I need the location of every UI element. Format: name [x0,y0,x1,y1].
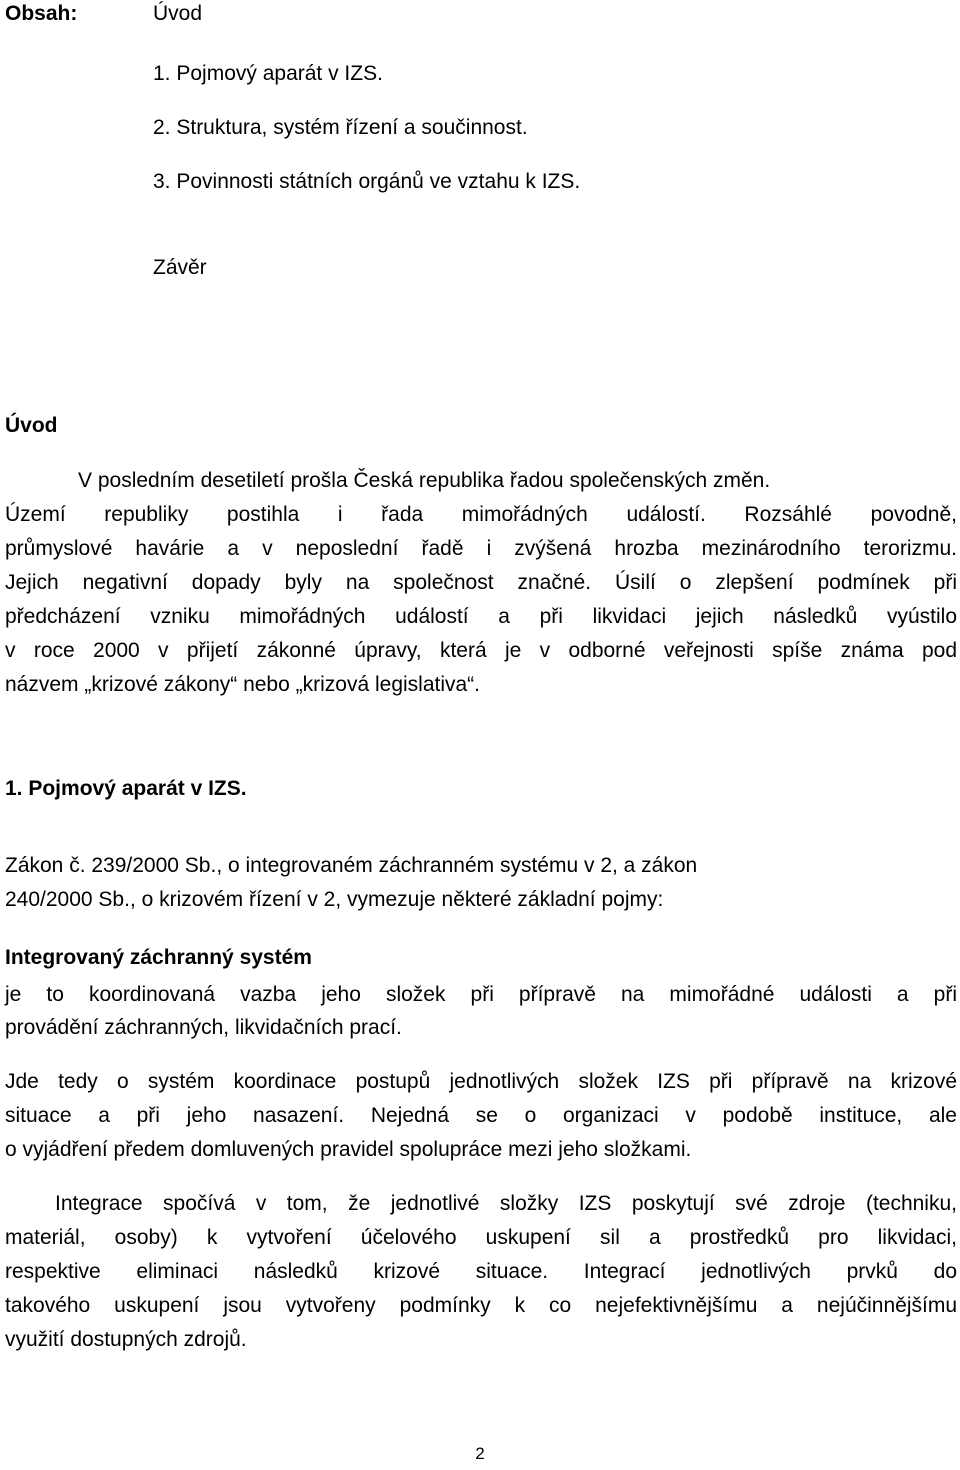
def-line-1: je to koordinovaná vazba jeho složek při přípravě na mimořádné události a při [5,983,957,1006]
intro-line-5: předcházení vzniku mimořádných událostí a při likvidaci jejich následků vyústilo [5,605,957,628]
integration-line-5: využití dostupných zdrojů. [5,1328,247,1351]
toc-item-conclusion: Závěr [153,256,207,279]
law-line-1: Zákon č. 239/2000 Sb., o integrovaném záchranném systému v 2, a zákon [5,854,698,877]
intro-line-6: v roce 2000 v přijetí zákonné úpravy, která je v odborné veřejnosti spíše známa pod [5,639,957,662]
intro-line-7: názvem „krizové zákony“ nebo „krizová legislativa“. [5,673,481,696]
integration-line-4: takového uskupení jsou vytvořeny podmínky k co nejefektivnějšímu a nejúčinnějšímu [5,1294,957,1317]
intro-line-1: V posledním desetiletí prošla Česká republika řadou společenských změn. [78,469,771,492]
toc-item-intro: Úvod [153,2,203,25]
integration-line-2: materiál, osoby) k vytvoření účelového uskupení sil a prostředků pro likvidaci, [5,1226,957,1249]
intro-line-4: Jejich negativní dopady byly na společnost značné. Úsilí o zlepšení podmínek při [5,571,957,594]
coord-line-3: o vyjádření předem domluvených pravidel spolupráce mezi jeho složkami. [5,1138,692,1161]
page-number: 2 [475,1444,485,1463]
intro-line-3: průmyslové havárie a v neposlední řadě i zvýšená hrozba mezinárodního terorizmu. [5,537,957,560]
integration-line-3: respektive eliminaci následků krizové situace. Integrací jednotlivých prvků do [5,1260,957,1283]
toc-heading: Obsah: [5,2,78,25]
toc-item-1: 1. Pojmový aparát v IZS. [153,62,383,85]
toc-item-2: 2. Struktura, systém řízení a součinnost. [153,116,528,139]
coord-line-1: Jde tedy o systém koordinace postupů jednotlivých složek IZS při přípravě na krizové [5,1070,957,1093]
intro-heading: Úvod [5,414,58,437]
intro-line-2: Území republiky postihla i řada mimořádných událostí. Rozsáhlé povodně, [5,503,957,526]
law-line-2: 240/2000 Sb., o krizovém řízení v 2, vymezuje některé základní pojmy: [5,888,664,911]
coord-line-2: situace a při jeho nasazení. Nejedná se o organizaci v podobě instituce, ale [5,1104,957,1127]
integration-line-1: Integrace spočívá v tom, že jednotlivé složky IZS poskytují své zdroje (techniku, [55,1192,957,1215]
toc-item-3: 3. Povinnosti státních orgánů ve vztahu k IZS. [153,170,581,193]
term-heading: Integrovaný záchranný systém [5,946,312,969]
section1-heading: 1. Pojmový aparát v IZS. [5,777,247,800]
def-line-2: provádění záchranných, likvidačních prací. [5,1016,402,1039]
